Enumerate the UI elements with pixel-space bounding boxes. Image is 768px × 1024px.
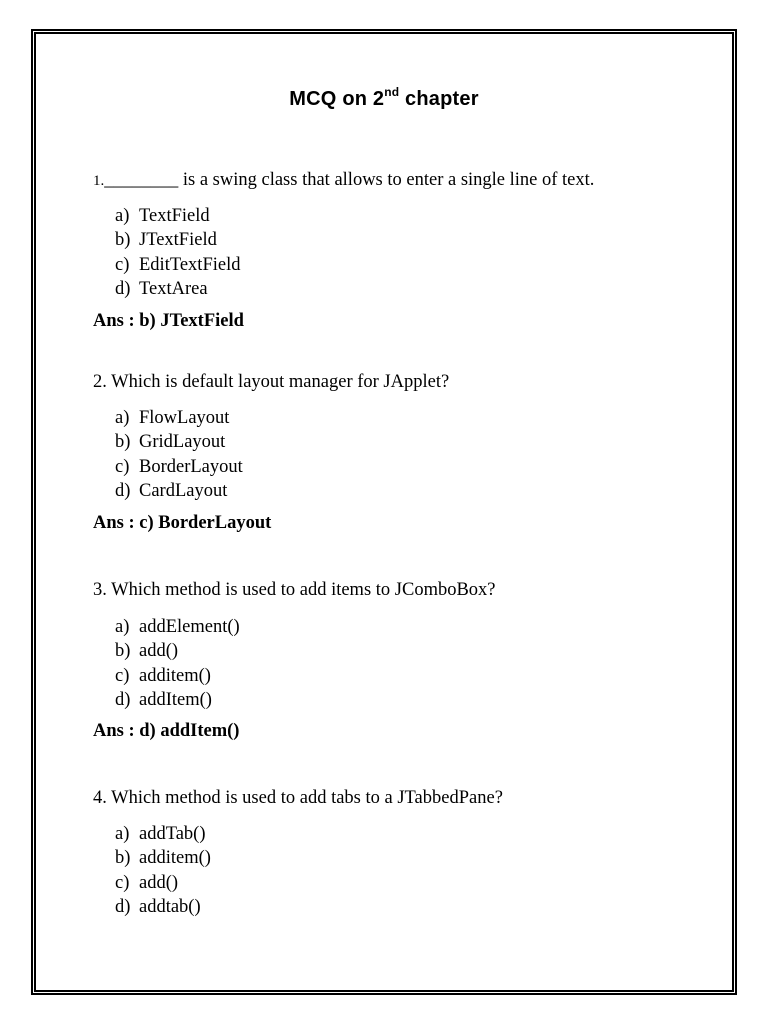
title-suffix: chapter — [399, 88, 479, 110]
option-d — [115, 277, 240, 301]
option-letter: b) — [115, 432, 131, 453]
question-3-options — [115, 615, 240, 713]
option-c — [115, 253, 240, 277]
option-text: addtab() — [139, 897, 201, 918]
question-3 — [93, 580, 496, 601]
option-letter: d) — [115, 897, 131, 918]
option-b — [115, 430, 243, 454]
option-b — [115, 846, 211, 870]
option-letter: b) — [115, 641, 131, 662]
question-number: 4. — [93, 788, 107, 808]
option-text: additem() — [139, 665, 211, 686]
question-1-options — [115, 204, 240, 302]
option-text: addItem() — [139, 690, 212, 711]
question-4-options — [115, 822, 211, 920]
option-letter: a) — [115, 617, 130, 637]
question-text: Which method is used to add tabs to a JTabbedPane? — [106, 788, 503, 808]
option-a — [115, 822, 211, 846]
option-d — [115, 895, 211, 919]
option-text: EditTextField — [139, 254, 241, 275]
question-2-options — [115, 406, 243, 504]
option-b — [115, 639, 240, 663]
option-letter: b) — [115, 848, 131, 869]
question-text: ________ is a swing class that allows to enter a single line of text. — [104, 170, 595, 190]
option-d — [115, 688, 240, 712]
question-text: Which is default layout manager for JApplet? — [106, 372, 450, 392]
option-text: addElement() — [139, 617, 240, 637]
option-letter: c) — [115, 665, 130, 686]
question-text: Which method is used to add items to JComboBox? — [106, 580, 496, 600]
option-letter: c) — [115, 254, 130, 275]
option-text: GridLayout — [139, 432, 226, 453]
question-3-answer: Ans : d) addItem() — [93, 721, 240, 741]
option-letter: d) — [115, 279, 131, 300]
option-a — [115, 204, 240, 228]
title-prefix: MCQ on 2 — [289, 88, 385, 110]
question-number: 3. — [93, 580, 107, 600]
option-letter: a) — [115, 824, 130, 844]
option-letter: c) — [115, 872, 130, 893]
question-1 — [93, 170, 594, 191]
option-text: FlowLayout — [139, 408, 230, 428]
option-text: additem() — [139, 848, 211, 869]
question-2 — [93, 372, 449, 393]
option-a — [115, 406, 243, 430]
question-4 — [93, 788, 503, 809]
option-c — [115, 455, 243, 479]
option-letter: a) — [115, 408, 130, 428]
option-a — [115, 615, 240, 639]
option-letter: d) — [115, 481, 131, 502]
option-text: TextArea — [139, 279, 208, 300]
question-1-answer: Ans : b) JTextField — [93, 311, 244, 331]
option-text: addTab() — [139, 824, 206, 844]
option-text: JTextField — [139, 230, 217, 251]
title-superscript: nd — [384, 85, 400, 99]
option-letter: d) — [115, 690, 131, 711]
option-d — [115, 479, 243, 503]
option-text: BorderLayout — [139, 456, 243, 477]
option-letter: a) — [115, 206, 130, 226]
question-number: 2. — [93, 372, 107, 392]
option-c — [115, 664, 240, 688]
page-title — [0, 85, 768, 111]
question-number: 1. — [93, 173, 105, 189]
option-letter: b) — [115, 230, 131, 251]
option-c — [115, 871, 211, 895]
option-b — [115, 228, 240, 252]
question-2-answer: Ans : c) BorderLayout — [93, 513, 272, 533]
option-letter: c) — [115, 456, 130, 477]
option-text: TextField — [139, 206, 210, 226]
option-text: add() — [139, 641, 179, 662]
option-text: CardLayout — [139, 481, 228, 502]
option-text: add() — [139, 872, 179, 893]
